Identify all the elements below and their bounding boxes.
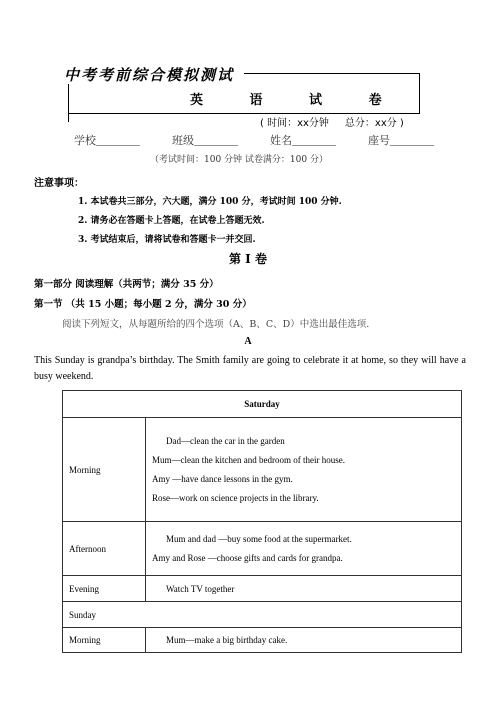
- table-row: [63, 391, 462, 418]
- header-rule-top: [244, 73, 420, 74]
- activity-item: Mum—clean the kitchen and bedroom of their house.: [152, 455, 345, 465]
- sunday-morning-activity: [146, 628, 462, 653]
- time-note: ( 时间：xx分钟: [260, 118, 329, 129]
- class-field[interactable]: 班级________: [172, 135, 238, 147]
- activity-item: Amy and Rose —choose gifts and cards for grandpa.: [152, 553, 343, 563]
- activity-item: Mum and dad —buy some food at the supermarket.: [166, 534, 352, 544]
- sunday-morning-label: Morning: [63, 628, 146, 653]
- section-heading: 第一节 （共 15 小题；每小题 2 分，满分 30 分）: [34, 299, 252, 310]
- subject-title: 英 语 试 卷: [190, 93, 403, 108]
- activity-item: Mum—make a big birthday cake.: [166, 635, 288, 645]
- table-row: [63, 522, 462, 576]
- header-rule-left: [68, 84, 69, 122]
- note-item: 3. 考试结束后，请将试卷和答题卡一并交回.: [78, 235, 256, 245]
- exam-series-title: 中考考前综合模拟测试: [64, 66, 235, 84]
- score-note: 总分：xx分 ): [344, 118, 404, 129]
- afternoon-activities: [146, 522, 462, 576]
- school-field[interactable]: 学校________: [74, 135, 140, 147]
- afternoon-label: Afternoon: [63, 522, 146, 576]
- sunday-header: Sunday: [63, 602, 462, 628]
- notes-heading: 注意事项：: [34, 178, 84, 189]
- morning-activities: [146, 418, 462, 522]
- table-row: [63, 576, 462, 602]
- name-field[interactable]: 姓名________: [270, 135, 336, 147]
- table-row: [63, 602, 462, 628]
- evening-label: Evening: [63, 576, 146, 602]
- header-rule-right: [419, 73, 420, 114]
- activity-item: Watch TV together: [166, 583, 235, 594]
- note-item: 1. 本试卷共三部分，六大题，满分 100 分，考试时间 100 分钟.: [78, 197, 342, 207]
- passage-intro: This Sunday is grandpa’s birthday. The Smith family are going to celebrate it at home, so they will have a busy weekend.: [34, 355, 466, 382]
- table-row: [63, 628, 462, 653]
- activity-item: Dad—clean the car in the garden: [166, 436, 285, 446]
- instructions: 阅读下列短文，从每题所给的四个选项（A、B、C、D）中选出最佳选项.: [62, 319, 370, 330]
- exam-time-note: （考试时间：100 分钟 试卷满分：100 分）: [150, 155, 328, 165]
- passage-label: A: [244, 336, 252, 347]
- activity-item: Amy —have dance lessons in the gym.: [152, 474, 293, 484]
- evening-activity: [146, 576, 462, 602]
- weekend-schedule-table: [62, 390, 462, 653]
- part-heading: 第一部分 阅读理解（共两节；满分 35 分）: [34, 279, 219, 290]
- seat-number-field[interactable]: 座号________: [368, 135, 434, 147]
- morning-label: Morning: [63, 418, 146, 522]
- student-info-row: [74, 132, 434, 148]
- time-score-note: [260, 114, 404, 129]
- saturday-header: Saturday: [63, 391, 462, 418]
- activity-item: Rose—work on science projects in the library.: [152, 493, 319, 503]
- note-item: 2. 请务必在答题卡上答题，在试卷上答题无效.: [78, 216, 265, 226]
- volume-title: 第 I 卷: [229, 252, 267, 266]
- table-row: [63, 418, 462, 522]
